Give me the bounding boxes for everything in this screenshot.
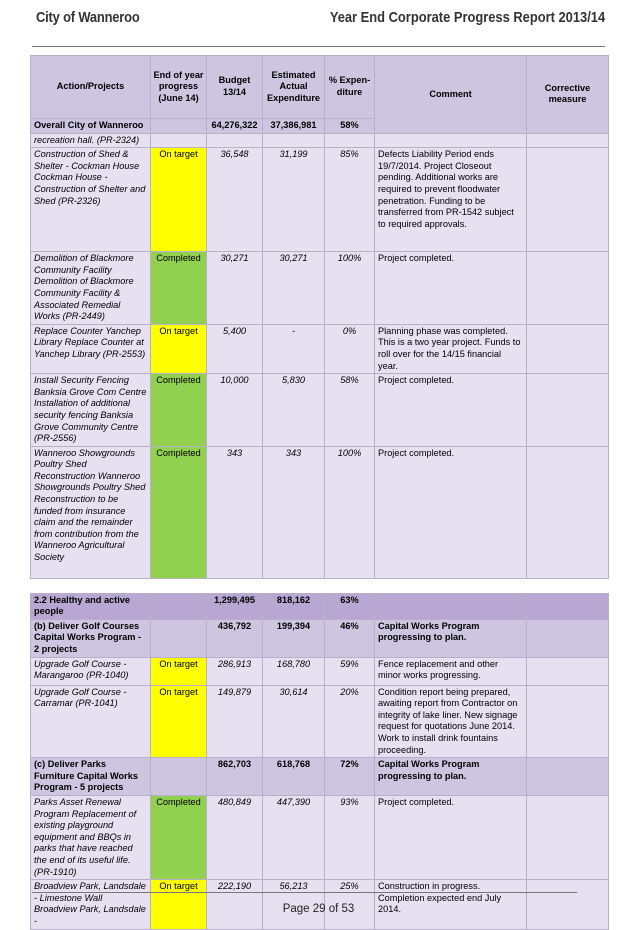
overall-expenditure: 37,386,981 [263, 119, 325, 134]
project-comment: Project completed. [375, 446, 527, 578]
corrective-measure [527, 446, 609, 578]
project-budget: 222,190 [207, 880, 263, 929]
progress-status: On target [151, 657, 207, 685]
project-row [31, 446, 609, 578]
project-percent: 58% [325, 374, 375, 447]
project-percent: 93% [325, 796, 375, 880]
project-name: Replace Counter Yanchep Library Replace Counter at Yanchep Library (PR-2553) [31, 324, 151, 373]
project-expenditure: 30,614 [263, 685, 325, 758]
col-header-corrective: Corrective measure [527, 56, 609, 134]
project-budget: 30,271 [207, 252, 263, 325]
corrective-measure [527, 796, 609, 880]
overall-label: Overall City of Wanneroo [31, 119, 151, 134]
project-name: Upgrade Golf Course - Carramar (PR-1041) [31, 685, 151, 758]
col-header-budget: Budget 13/14 [207, 56, 263, 119]
project-name: Wanneroo Showgrounds Poultry Shed Reconstruction Wanneroo Showgrounds Poultry Shed Reconstruction to be funded from insurance claim and the remainder from contribution from the Wanneroo Agricultural Society [31, 446, 151, 578]
project-row [31, 657, 609, 685]
project-percent: 0% [325, 324, 375, 373]
progress-status: Completed [151, 796, 207, 880]
project-comment: Project completed. [375, 252, 527, 325]
project-expenditure: 31,199 [263, 148, 325, 252]
section-label: 2.2 Healthy and active people [31, 593, 151, 619]
project-row [31, 685, 609, 758]
project-comment: Fence replacement and other minor works progressing. [375, 657, 527, 685]
overall-budget: 64,276,322 [207, 119, 263, 134]
corrective-measure [527, 148, 609, 252]
project-percent: 20% [325, 685, 375, 758]
corrective-measure [527, 374, 609, 447]
project-percent: 100% [325, 252, 375, 325]
project-percent: 59% [325, 657, 375, 685]
report-title: Year End Corporate Progress Report 2013/14 [329, 9, 605, 26]
project-percent: 85% [325, 148, 375, 252]
project-percent: 100% [325, 446, 375, 578]
project-expenditure: 168,780 [263, 657, 325, 685]
project-name: Upgrade Golf Course - Marangaroo (PR-1040) [31, 657, 151, 685]
project-row [31, 324, 609, 373]
continued-text: recreation hall. (PR-2324) [31, 133, 151, 148]
progress-status: Completed [151, 446, 207, 578]
progress-status: On target [151, 148, 207, 252]
project-name: Demolition of Blackmore Community Facility Demolition of Blackmore Community Facility & Associated Remedial Works (PR-2449) [31, 252, 151, 325]
header-divider [32, 46, 605, 47]
overall-percent: 58% [325, 119, 375, 134]
corrective-measure [527, 685, 609, 758]
project-expenditure: - [263, 324, 325, 373]
project-comment: Condition report being prepared, awaiting report from Contractor on integrity of lake liner. New signage request for quotations June 2014. Work to install drink fountains proceeding. [375, 685, 527, 758]
col-header-progress: End of year progress (June 14) [151, 56, 207, 119]
project-budget: 36,548 [207, 148, 263, 252]
project-name: Parks Asset Renewal Program Replacement of existing playground equipment and BBQs in parks that have reached the end of its useful life. (PR-1910) [31, 796, 151, 880]
project-comment: Project completed. [375, 796, 527, 880]
col-header-action: Action/Projects [31, 56, 151, 119]
project-row [31, 252, 609, 325]
progress-status: On target [151, 685, 207, 758]
col-header-expenditure: Estimated Actual Expenditure [263, 56, 325, 119]
group-c-budget: 862,703 [207, 758, 263, 796]
spacer-row [31, 578, 609, 593]
project-comment: Planning phase was completed. This is a two year project. Funds to roll over for the 14/15 financial year. [375, 324, 527, 373]
project-comment: Construction in progress. Completion expected end July 2014. [375, 880, 527, 929]
group-row-c [31, 758, 609, 796]
progress-status: On target [151, 880, 207, 929]
page-number: Page 29 of 53 [282, 903, 355, 915]
group-b-comment: Capital Works Program progressing to plan. [375, 619, 527, 657]
org-name: City of Wanneroo [36, 9, 140, 26]
progress-status: On target [151, 324, 207, 373]
group-c-percent: 72% [325, 758, 375, 796]
group-row-b [31, 619, 609, 657]
project-row [31, 148, 609, 252]
project-row [31, 796, 609, 880]
project-budget: 5,400 [207, 324, 263, 373]
table-header-row [31, 56, 609, 119]
continued-row [31, 133, 609, 148]
col-header-percent: % Expen-diture [325, 56, 375, 119]
project-expenditure: 343 [263, 446, 325, 578]
project-budget: 149,879 [207, 685, 263, 758]
project-expenditure: 447,390 [263, 796, 325, 880]
col-header-comment: Comment [375, 56, 527, 134]
corrective-measure [527, 657, 609, 685]
progress-status: Completed [151, 252, 207, 325]
group-b-percent: 46% [325, 619, 375, 657]
project-budget: 10,000 [207, 374, 263, 447]
progress-status: Completed [151, 374, 207, 447]
project-expenditure: 30,271 [263, 252, 325, 325]
corrective-measure [527, 252, 609, 325]
project-name: Install Security Fencing Banksia Grove Com Centre Installation of additional security fencing Banksia Grove Community Centre (PR-2556) [31, 374, 151, 447]
project-name: Broadview Park, Landsdale - Limestone Wall Broadview Park, Landsdale - [31, 880, 151, 929]
section-row [31, 593, 609, 619]
section-percent: 63% [325, 593, 375, 619]
section-budget: 1,299,495 [207, 593, 263, 619]
progress-table [30, 55, 609, 930]
project-expenditure: 5,830 [263, 374, 325, 447]
group-c-expenditure: 618,768 [263, 758, 325, 796]
group-c-comment: Capital Works Program progressing to plan. [375, 758, 527, 796]
project-expenditure: 56,213 [263, 880, 325, 929]
project-row [31, 374, 609, 447]
section-expenditure: 818,162 [263, 593, 325, 619]
corrective-measure [527, 324, 609, 373]
page-header [32, 9, 605, 29]
group-c-label: (c) Deliver Parks Furniture Capital Works Program - 5 projects [31, 758, 151, 796]
group-b-budget: 436,792 [207, 619, 263, 657]
project-budget: 286,913 [207, 657, 263, 685]
project-budget: 343 [207, 446, 263, 578]
group-b-label: (b) Deliver Golf Courses Capital Works Program - 2 projects [31, 619, 151, 657]
project-name: Construction of Shed & Shelter - Cockman House Cockman House - Construction of Shelter and Shed (PR-2326) [31, 148, 151, 252]
project-budget: 480,849 [207, 796, 263, 880]
project-percent: 25% [325, 880, 375, 929]
project-comment: Defects Liability Period ends 19/7/2014. Project Closeout pending. Additional works are required to prevent floodwater penetration. Funding to be transferred from PR-1542 subject to required approvals. [375, 148, 527, 252]
group-b-expenditure: 199,394 [263, 619, 325, 657]
project-comment: Project completed. [375, 374, 527, 447]
footer-divider [32, 892, 577, 893]
